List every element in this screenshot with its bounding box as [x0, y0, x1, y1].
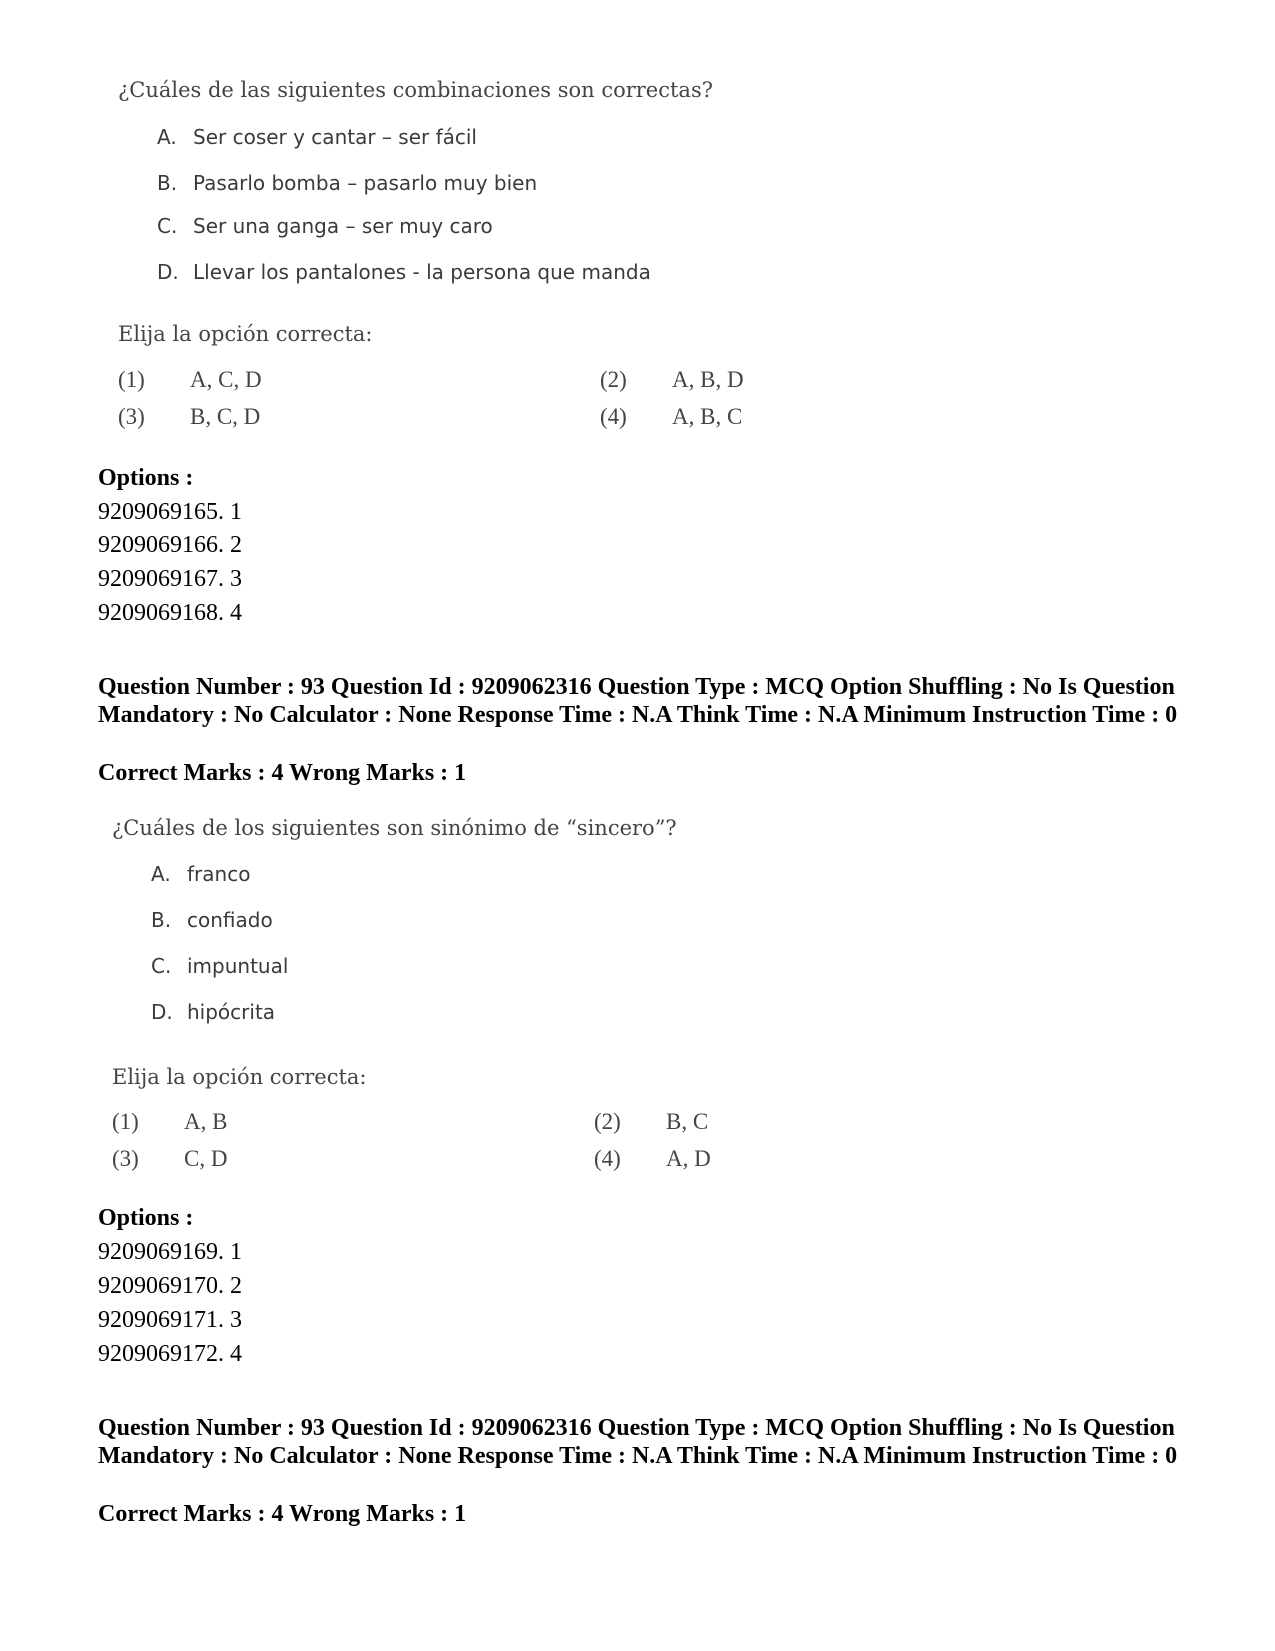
options-heading: Options : — [98, 465, 194, 491]
statement-text: Llevar los pantalones - la persona que manda — [193, 260, 651, 284]
statement-letter: D. — [151, 1000, 173, 1024]
choice-text: C, D — [184, 1146, 228, 1171]
option-line: 9209069170. 2 — [98, 1273, 242, 1299]
choice-number: (3) — [118, 404, 145, 429]
statement-text: franco — [187, 862, 251, 886]
choice-text: B, C, D — [190, 404, 261, 429]
statement-text: Pasarlo bomba – pasarlo muy bien — [193, 171, 538, 195]
choice-number: (3) — [112, 1146, 139, 1171]
option-line: 9209069172. 4 — [98, 1341, 242, 1367]
question-meta: Question Number : 93 Question Id : 9209062316 Question Type : MCQ Option Shuffling : No Is Question Mandatory : No Calculator : None Response Time : N.A Think Time : N.A Minimum Instruction Time : 0 — [98, 674, 1178, 728]
statement-letter: B. — [151, 908, 172, 932]
choice-4 — [594, 1146, 711, 1172]
statement-text: hipócrita — [187, 1000, 276, 1024]
statement-c — [157, 214, 493, 238]
option-line: 9209069165. 1 — [98, 499, 242, 525]
option-line: 9209069169. 1 — [98, 1239, 242, 1265]
statement-text: confiado — [187, 908, 273, 932]
statement-letter: C. — [151, 954, 172, 978]
choice-2 — [594, 1109, 708, 1135]
choose-prompt: Elija la opción correcta: — [118, 322, 373, 346]
choice-4 — [600, 404, 742, 430]
choice-text: A, D — [666, 1146, 711, 1171]
choice-number: (4) — [600, 404, 627, 429]
statement-letter: A. — [151, 862, 171, 886]
choice-1 — [118, 367, 262, 393]
choice-number: (2) — [594, 1109, 621, 1134]
choose-prompt: Elija la opción correcta: — [112, 1065, 367, 1089]
choice-number: (1) — [112, 1109, 139, 1134]
choice-text: A, B, D — [672, 367, 744, 392]
statement-letter: C. — [157, 214, 178, 238]
statement-a — [151, 862, 250, 886]
choice-1 — [112, 1109, 227, 1135]
statement-text: Ser una ganga – ser muy caro — [193, 214, 493, 238]
question-marks: Correct Marks : 4 Wrong Marks : 1 — [98, 1501, 467, 1527]
choice-3 — [112, 1146, 227, 1172]
question-meta: Question Number : 93 Question Id : 9209062316 Question Type : MCQ Option Shuffling : No Is Question Mandatory : No Calculator : None Response Time : N.A Think Time : N.A Minimum Instruction Time : 0 — [98, 1415, 1178, 1469]
statement-letter: A. — [157, 125, 177, 149]
statement-a — [157, 125, 477, 149]
question-marks: Correct Marks : 4 Wrong Marks : 1 — [98, 760, 467, 786]
question-text: ¿Cuáles de los siguientes son sinónimo de “sincero”? — [112, 816, 677, 840]
choice-number: (4) — [594, 1146, 621, 1171]
option-line: 9209069171. 3 — [98, 1307, 242, 1333]
choice-2 — [600, 367, 744, 393]
option-line: 9209069167. 3 — [98, 566, 242, 592]
choice-number: (1) — [118, 367, 145, 392]
statement-text: Ser coser y cantar – ser fácil — [193, 125, 477, 149]
statement-text: impuntual — [187, 954, 289, 978]
options-heading: Options : — [98, 1205, 194, 1231]
choice-text: A, B — [184, 1109, 228, 1134]
choice-3 — [118, 404, 260, 430]
question-text: ¿Cuáles de las siguientes combinaciones son correctas? — [118, 78, 713, 102]
statement-d — [151, 1000, 275, 1024]
option-line: 9209069168. 4 — [98, 600, 242, 626]
choice-text: A, B, C — [672, 404, 743, 429]
choice-text: A, C, D — [190, 367, 262, 392]
statement-letter: B. — [157, 171, 178, 195]
statement-d — [157, 260, 651, 284]
statement-b — [157, 171, 537, 195]
choice-number: (2) — [600, 367, 627, 392]
statement-c — [151, 954, 288, 978]
choice-text: B, C — [666, 1109, 709, 1134]
option-line: 9209069166. 2 — [98, 532, 242, 558]
statement-b — [151, 908, 273, 932]
statement-letter: D. — [157, 260, 179, 284]
